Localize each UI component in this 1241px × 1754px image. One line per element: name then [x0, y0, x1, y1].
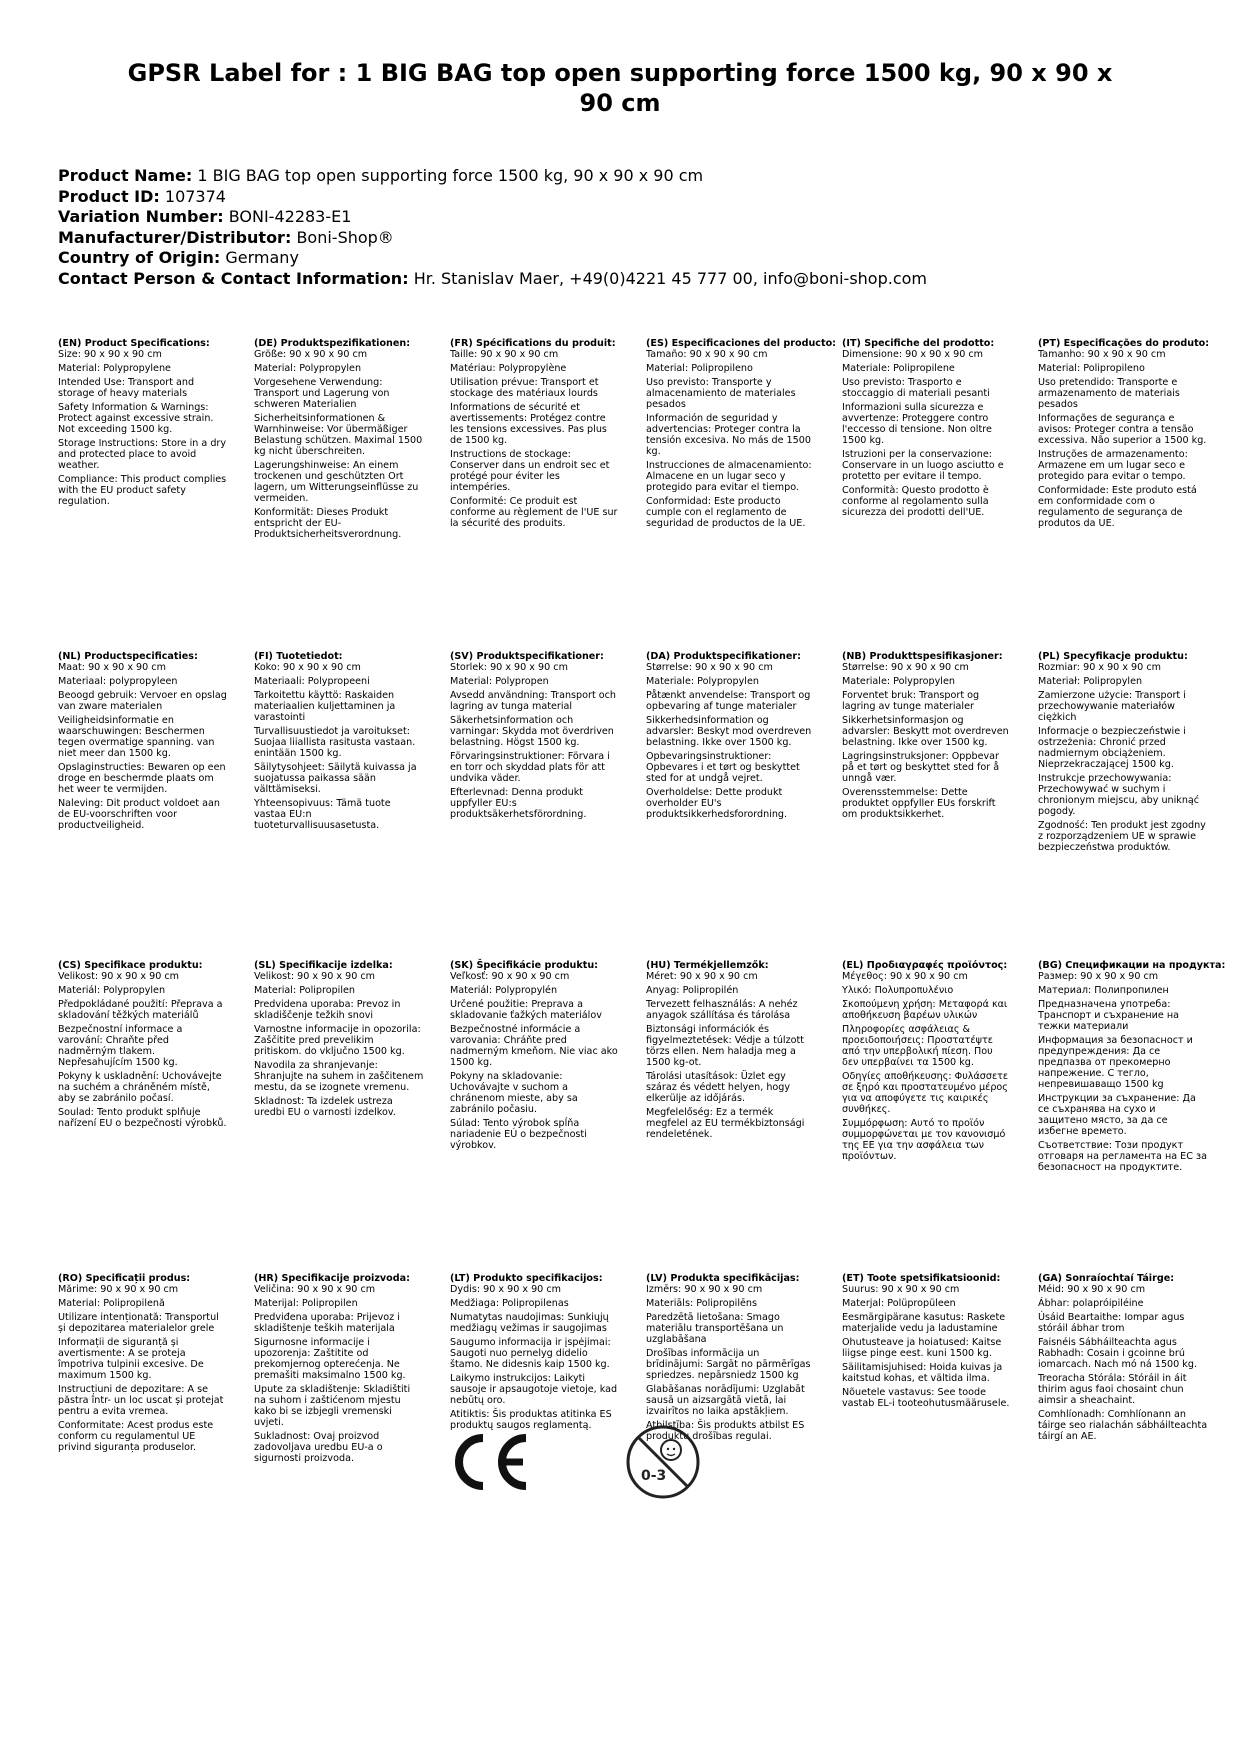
spec-section-heading: (NL) Productspecificaties:	[58, 651, 198, 662]
spec-section-body	[842, 349, 1012, 518]
spec-line: Conformitate: Acest produs este conform cu regulamentul UE privind siguranța produselor.	[58, 1420, 214, 1453]
spec-line: Säkerhetsinformation och varningar: Skydda mot överdriven belastning. Högst 1500 kg.	[450, 715, 614, 748]
spec-line: Tamanho: 90 x 90 x 90 cm	[1038, 349, 1166, 360]
spec-section-body	[1038, 662, 1208, 853]
spec-line: Konformität: Dieses Produkt entspricht der EU-Produktsicherheitsverordnung.	[254, 507, 402, 540]
country-of-origin-value: Germany	[225, 248, 299, 267]
manufacturer-label: Manufacturer/Distributor:	[58, 227, 292, 247]
spec-section-body	[254, 971, 424, 1118]
spec-line: Vorgesehene Verwendung: Transport und Lagerung von schweren Materialien	[254, 377, 390, 410]
spec-line: Matériau: Polypropylène	[450, 363, 567, 374]
spec-line: Laikymo instrukcijos: Laikyti sausoje ir apsaugotoje vietoje, kad nebūtų oro.	[450, 1373, 618, 1406]
spec-line: Veličina: 90 x 90 x 90 cm	[254, 1284, 376, 1295]
spec-line: Størrelse: 90 x 90 x 90 cm	[842, 662, 969, 673]
spec-line: Velikost: 90 x 90 x 90 cm	[58, 971, 180, 982]
spec-line: Atitiktis: Šis produktas atitinka ES produktų saugos reglamentą.	[450, 1409, 612, 1431]
spec-line: Izmērs: 90 x 90 x 90 cm	[646, 1284, 763, 1295]
spec-line: Dimensione: 90 x 90 x 90 cm	[842, 349, 984, 360]
spec-line: Størrelse: 90 x 90 x 90 cm	[646, 662, 773, 673]
spec-line: Navodila za shranjevanje: Shranjujte na suhem in zaščitenem mestu, da se izognete vremenu.	[254, 1060, 424, 1093]
spec-line: Instrukcje przechowywania: Przechowywać w suchym i chronionym miejscu, aby uniknąć pogody.	[1038, 773, 1200, 817]
spec-section-heading: (GA) Sonraíochtaí Táirge:	[1038, 1273, 1175, 1284]
spec-line: Soulad: Tento produkt splňuje nařízení EU o bezpečnosti výrobků.	[58, 1107, 227, 1129]
spec-section-heading: (PT) Especificações do produto:	[1038, 338, 1210, 349]
product-name-row	[58, 166, 1198, 187]
spec-line: Conformidad: Este producto cumple con el reglamento de seguridad de productos de la UE.	[646, 496, 806, 529]
spec-section	[646, 651, 816, 823]
spec-section-body	[58, 662, 228, 831]
spec-line: Faisnéis Sábháilteachta agus Rabhadh: Cosain i gcoinne brú iomarcach. Nach mó ná 1500 kg.	[1038, 1337, 1197, 1370]
spec-section-heading: (EN) Product Specifications:	[58, 338, 210, 349]
spec-line: Materiał: Polipropylen	[1038, 676, 1143, 687]
spec-line: Größe: 90 x 90 x 90 cm	[254, 349, 368, 360]
spec-line: Información de seguridad y advertencias: Proteger contra la tensión excesiva. No más de 1500 kg.	[646, 413, 811, 457]
spec-row	[58, 338, 1238, 651]
spec-line: Bezpečnostní informace a varování: Chraňte před nadměrným tlakem. Nepřesahujícím 1500 kg.	[58, 1024, 183, 1068]
spec-line: Storlek: 90 x 90 x 90 cm	[450, 662, 568, 673]
spec-line: Dydis: 90 x 90 x 90 cm	[450, 1284, 561, 1295]
spec-section-body	[450, 971, 620, 1151]
spec-line: Skladnost: Ta izdelek ustreza uredbi EU o varnosti izdelkov.	[254, 1096, 396, 1118]
spec-section-heading: (DE) Produktspezifikationen:	[254, 338, 411, 349]
product-id-label: Product ID:	[58, 186, 160, 206]
spec-section-body	[646, 971, 816, 1140]
variation-number-label: Variation Number:	[58, 207, 224, 226]
spec-line: Sigurnosne informacije i upozorenja: Zaštitite od prekomjernog opterećenja. Ne premašiti maksimalno 1500 kg.	[254, 1337, 406, 1381]
spec-line: Comhlíonadh: Comhlíonann an táirge seo rialachán sábháilteachta táirgí an AE.	[1038, 1409, 1208, 1442]
spec-line: Varnostne informacije in opozorila: Zaščitite pred prevelikim pritiskom. do vključno 1500 kg.	[254, 1024, 421, 1057]
compliance-marks	[0, 1432, 1241, 1542]
spec-line: Material: Polypropylene	[58, 363, 171, 374]
spec-line: Maat: 90 x 90 x 90 cm	[58, 662, 166, 673]
spec-section-heading: (HU) Termékjellemzők:	[646, 960, 769, 971]
spec-line: Megfelelőség: Ez a termék megfelel az EU termékbiztonsági rendeletének.	[646, 1107, 805, 1140]
spec-line: Förvaringsinstruktioner: Förvara i en torr och skyddad plats för att undvika väder.	[450, 751, 610, 784]
spec-line: Lagerungshinweise: An einem trockenen und geschützten Ort lagern, um Witterungseinflüsse zu vermeiden.	[254, 460, 419, 504]
spec-line: Informations de sécurité et avertissements: Protégez contre les tensions excessives. Pas plus de 1500 kg.	[450, 402, 607, 446]
spec-line: Sikkerhetsinformasjon og advarsler: Beskytt mot overdreven belastning. Ikke over 1500 kg.	[842, 715, 1009, 748]
spec-section	[842, 338, 1012, 521]
spec-line: Uso pretendido: Transporte e armazenamento de materiais pesados	[1038, 377, 1180, 410]
spec-section-body	[1038, 349, 1208, 529]
spec-line: Naleving: Dit product voldoet aan de EU-voorschriften voor productveiligheid.	[58, 798, 220, 831]
spec-section	[646, 1273, 816, 1445]
spec-section	[450, 1273, 620, 1434]
spec-line: Material: Polipropilen	[254, 985, 355, 996]
spec-line: Bezpečnostné informácie a varovania: Chráňte pred nadmerným kmeňom. Nie viac ako 1500 kg.	[450, 1024, 618, 1068]
age-range-text: 0-3	[641, 1468, 667, 1484]
spec-section-heading: (FI) Tuotetiedot:	[254, 651, 343, 662]
spec-line: Uso previsto: Transporte y almacenamiento de materiales pesados	[646, 377, 796, 410]
spec-section	[58, 651, 228, 834]
spec-section	[58, 1273, 228, 1456]
manufacturer-row	[58, 228, 1198, 249]
spec-line: Předpokládané použití: Přeprava a skladování těžkých materiálů	[58, 999, 223, 1021]
spec-line: Intended Use: Transport and storage of heavy materials	[58, 377, 195, 399]
spec-line: Mărime: 90 x 90 x 90 cm	[58, 1284, 179, 1295]
spec-line: Pokyny k uskladnění: Uchovávejte na suchém a chráněném místě, aby se zabránilo počasí.	[58, 1071, 222, 1104]
spec-line: Materiaal: polypropyleen	[58, 676, 178, 687]
spec-line: Instruções de armazenamento: Armazene em um lugar seco e protegido para evitar o tempo.	[1038, 449, 1188, 482]
spec-line: Размер: 90 x 90 x 90 cm	[1038, 971, 1159, 982]
contact-label: Contact Person & Contact Information:	[58, 268, 409, 288]
spec-section-heading: (EL) Προδιαγραφές προϊόντος:	[842, 960, 1008, 971]
spec-line: Informacje o bezpieczeństwie i ostrzeżenia: Chronić przed nadmiernym obciążeniem. Nieprzekraczającej 1500 kg.	[1038, 726, 1186, 770]
spec-line: Súlad: Tento výrobok spĺňa nariadenie EÚ o bezpečnosti výrobkov.	[450, 1118, 587, 1151]
spec-line: Veľkosť: 90 x 90 x 90 cm	[450, 971, 570, 982]
spec-line: Predviđena uporaba: Prijevoz i skladištenje teških materijala	[254, 1312, 400, 1334]
spec-line: Материал: Полипропилен	[1038, 985, 1169, 996]
spec-line: Инструкции за съхранение: Да се съхранява на сухо и защитено място, за да се избегне времето.	[1038, 1093, 1196, 1137]
spec-line: Materiale: Polipropilene	[842, 363, 955, 374]
spec-section-body	[646, 662, 816, 820]
spec-section	[450, 960, 620, 1154]
spec-line: Saugumo informacija ir įspėjimai: Saugoti nuo pernelyg didelio štamo. Ne didesnis kaip 1500 kg.	[450, 1337, 611, 1370]
spec-line: Materjal: Polüpropüleen	[842, 1298, 956, 1309]
spec-section-heading: (DA) Produktspecifikationer:	[646, 651, 801, 662]
spec-line: Glabāšanas norādījumi: Uzglabāt sausā un aizsargātā vietā, lai izvairītos no laika apstākļiem.	[646, 1384, 805, 1417]
product-id-row	[58, 187, 1198, 208]
spec-section-body	[646, 349, 816, 529]
spec-section	[646, 338, 837, 532]
spec-line: Sicherheitsinformationen & Warnhinweise: Vor übermäßiger Belastung schützen. Maximal 1500 kg nicht überschreiten.	[254, 413, 423, 457]
spec-line: Conformidade: Este produto está em conformidade com o regulamento de segurança de produtos da UE.	[1038, 485, 1197, 529]
manufacturer-value: Boni-Shop®	[296, 227, 394, 247]
spec-line: Οδηγίες αποθήκευσης: Φυλάσσετε σε ξηρό και προστατευμένο μέρος για να αποφύγετε τις καιρικές συνθήκες.	[842, 1071, 1009, 1115]
spec-line: Uso previsto: Trasporto e stoccaggio di materiali pesanti	[842, 377, 990, 399]
spec-line: Pokyny na skladovanie: Uchovávajte v suchom a chránenom mieste, aby sa zabránilo počasiu.	[450, 1071, 578, 1115]
spec-section-heading: (NB) Produkttspesifikasjoner:	[842, 651, 1003, 662]
spec-line: Avsedd användning: Transport och lagring av tunga material	[450, 690, 616, 712]
spec-line: Σκοπούμενη χρήση: Μεταφορά και αποθήκευση βαρέων υλικών	[842, 999, 1008, 1021]
spec-section-heading: (ES) Especificaciones del producto:	[646, 338, 837, 349]
spec-line: Sikkerhedsinformation og advarsler: Beskyt mod overdreven belastning. Ikke over 1500 kg.	[646, 715, 812, 748]
spec-line: Paredzētā lietošana: Smago materiālu transportēšana un uzglabāšana	[646, 1312, 784, 1345]
spec-section	[1038, 651, 1208, 856]
spec-line: Predvidena uporaba: Prevoz in skladiščenje težkih snovi	[254, 999, 401, 1021]
spec-section-heading: (LV) Produkta specifikācijas:	[646, 1273, 800, 1284]
spec-section	[1038, 1273, 1208, 1445]
spec-section-heading: (FR) Spécifications du produit:	[450, 338, 616, 349]
product-name-label: Product Name:	[58, 166, 193, 185]
spec-line: Предназначена употреба: Транспорт и съхранение на тежки материали	[1038, 999, 1180, 1032]
spec-section-heading: (BG) Спецификации на продукта:	[1038, 960, 1226, 971]
spec-line: Ohutusteave ja hoiatused: Kaitse liigse pinge eest. kuni 1500 kg.	[842, 1337, 1002, 1359]
spec-line: Opbevaringsinstruktioner: Opbevares i et tørt og beskyttet sted for at undgå vejret.	[646, 751, 800, 784]
spec-line: Påtænkt anvendelse: Transport og opbevaring af tunge materialer	[646, 690, 811, 712]
spec-line: Instrucțiuni de depozitare: A se păstra într- un loc uscat și protejat pentru a evita vremea.	[58, 1384, 224, 1417]
product-info	[58, 166, 1198, 289]
spec-section-heading: (IT) Specifiche del prodotto:	[842, 338, 995, 349]
spec-line: Tarkoitettu käyttö: Raskaiden materiaalien kuljettaminen ja varastointi	[254, 690, 396, 723]
spec-section	[646, 960, 816, 1143]
spec-line: Säilitamisjuhised: Hoida kuivas ja kaitstud kohas, et vältida ilma.	[842, 1362, 1003, 1384]
spec-line: Opslaginstructies: Bewaren op een droge en beschermde plaats om het weer te vermijden.	[58, 762, 226, 795]
spec-line: Materiale: Polypropylen	[646, 676, 759, 687]
spec-line: Materiāls: Polipropilēns	[646, 1298, 757, 1309]
spec-section	[58, 960, 228, 1132]
spec-line: Turvallisuustiedot ja varoitukset: Suojaa liiallista rasitusta vastaan. enintään 1500 kg.	[254, 726, 416, 759]
spec-line: Overholdelse: Dette produkt overholder EU's produktsikkerhedsforordning.	[646, 787, 788, 820]
spec-line: Koko: 90 x 90 x 90 cm	[254, 662, 361, 673]
spec-line: Materiál: Polypropylén	[450, 985, 558, 996]
spec-section-body	[450, 349, 620, 529]
country-of-origin-label: Country of Origin:	[58, 248, 221, 267]
spec-line: Overensstemmelse: Dette produktet oppfyller EUs forskrift om produktsikkerhet.	[842, 787, 996, 820]
spec-line: Πληροφορίες ασφάλειας & προειδοποιήσεις: Προστατέψτε από την υπερβολική πίεση. Που δεν υπερβαίνει τα 1500 kg.	[842, 1024, 993, 1068]
product-id-value: 107374	[164, 186, 226, 206]
country-of-origin-row	[58, 248, 1198, 269]
spec-line: Atbilstība: Šis produkts atbilst ES produktu drošības regulai.	[646, 1420, 805, 1442]
spec-section-heading: (RO) Specificații produs:	[58, 1273, 191, 1284]
spec-section-body	[1038, 1284, 1208, 1442]
spec-section-heading: (SK) Špecifikácie produktu:	[450, 960, 599, 971]
spec-line: Rozmiar: 90 x 90 x 90 cm	[1038, 662, 1161, 673]
spec-line: Compliance: This product complies with the EU product safety regulation.	[58, 474, 227, 507]
spec-line: Zgodność: Ten produkt jest zgodny z rozporządzeniem UE w sprawie bezpieczeństwa produktów.	[1038, 820, 1206, 853]
spec-section-body	[450, 662, 620, 820]
spec-section-heading: (SL) Specifikacije izdelka:	[254, 960, 393, 971]
spec-section-heading: (CS) Specifikace produktu:	[58, 960, 203, 971]
spec-line: Materiale: Polypropylen	[842, 676, 955, 687]
language-specifications	[58, 338, 1238, 1573]
spec-line: Conformité: Ce produit est conforme au règlement de l'UE sur la sécurité des produits.	[450, 496, 618, 529]
spec-line: Информация за безопасност и предупреждения: Да се предпазва от прекомерно напрежение. С тегло, непревишаващо 1500 kg	[1038, 1035, 1193, 1090]
spec-line: Tervezett felhasználás: A nehéz anyagok szállítása és tárolása	[646, 999, 798, 1021]
spec-section-body	[1038, 971, 1208, 1173]
spec-section	[842, 1273, 1012, 1412]
spec-section-heading: (ET) Toote spetsifikatsioonid:	[842, 1273, 1001, 1284]
spec-line: Numatytas naudojimas: Sunkiųjų medžiagų vežimas ir saugojimas	[450, 1312, 609, 1334]
spec-line: Nõuetele vastavus: See toode vastab EL-i tooteohutusmäärusele.	[842, 1387, 1010, 1409]
spec-section	[842, 960, 1012, 1165]
spec-line: Biztonsági információk és figyelmeztetések: Védje a túlzott törzs ellen. Nem haladja meg a 1500 kg-ot.	[646, 1024, 805, 1068]
contact-row	[58, 269, 1198, 290]
spec-section-body	[254, 662, 424, 831]
spec-line: Lagringsinstruksjoner: Oppbevar på et tørt og beskyttet sted for å unngå vær.	[842, 751, 1000, 784]
spec-line: Beoogd gebruik: Vervoer en opslag van zware materialen	[58, 690, 227, 712]
spec-line: Méret: 90 x 90 x 90 cm	[646, 971, 758, 982]
spec-section-heading: (SV) Produktspecifikationer:	[450, 651, 604, 662]
spec-line: Säilytysohjeet: Säilytä kuivassa ja suojatussa paikassa sään välttämiseksi.	[254, 762, 417, 795]
spec-line: Materiál: Polypropylen	[58, 985, 166, 996]
spec-section	[1038, 960, 1226, 1176]
spec-line: Istruzioni per la conservazione: Conservare in un luogo asciutto e protetto per evitare il tempo.	[842, 449, 1004, 482]
spec-line: Zamierzone użycie: Transport i przechowywanie materiałów ciężkich	[1038, 690, 1186, 723]
spec-line: Veiligheidsinformatie en waarschuwingen: Beschermen tegen overmatige spanning. van niet meer dan 1500 kg.	[58, 715, 215, 759]
spec-line: Eesmärgipärane kasutus: Raskete materjalide vedu ja ladustamine	[842, 1312, 1006, 1334]
spec-line: Material: Polipropilenă	[58, 1298, 165, 1309]
spec-section	[450, 338, 620, 532]
spec-line: Μέγεθος: 90 x 90 x 90 cm	[842, 971, 968, 982]
spec-line: Suurus: 90 x 90 x 90 cm	[842, 1284, 960, 1295]
spec-section-body	[646, 1284, 816, 1442]
spec-line: Treoracha Stórála: Stóráil in áit thirim agus faoi chosaint chun aimsir a sheachaint.	[1038, 1373, 1187, 1406]
spec-line: Taille: 90 x 90 x 90 cm	[450, 349, 559, 360]
contact-value: Hr. Stanislav Maer, +49(0)4221 45 777 00, info@boni-shop.com	[413, 268, 927, 288]
product-name-value: 1 BIG BAG top open supporting force 1500 kg, 90 x 90 x 90 cm	[197, 166, 704, 185]
spec-section-heading: (PL) Specyfikacje produktu:	[1038, 651, 1188, 662]
spec-section	[254, 338, 424, 543]
spec-line: Informações de segurança e avisos: Proteger contra a tensão excessiva. Não superior a 1500 kg.	[1038, 413, 1207, 446]
spec-line: Storage Instructions: Store in a dry and protected place to avoid weather.	[58, 438, 227, 471]
spec-line: Velikost: 90 x 90 x 90 cm	[254, 971, 376, 982]
spec-line: Conformità: Questo prodotto è conforme al regolamento sulla sicurezza dei prodotti dell'UE.	[842, 485, 989, 518]
spec-line: Material: Polipropileno	[646, 363, 753, 374]
spec-line: Méid: 90 x 90 x 90 cm	[1038, 1284, 1146, 1295]
spec-line: Medžiaga: Polipropilenas	[450, 1298, 569, 1309]
spec-line: Forventet bruk: Transport og lagring av tunge materialer	[842, 690, 980, 712]
spec-section-body	[450, 1284, 620, 1431]
spec-line: Informații de siguranță și avertismente: A se proteja împotriva tulpinii excesive. De maximum 1500 kg.	[58, 1337, 204, 1381]
spec-section-heading: (LT) Produkto specifikacijos:	[450, 1273, 603, 1284]
spec-line: Safety Information & Warnings: Protect against excessive strain. Not exceeding 1500 kg.	[58, 402, 214, 435]
spec-line: Instrucciones de almacenamiento: Almacene en un lugar seco y protegido para evitar el tiempo.	[646, 460, 812, 493]
spec-line: Drošības informācija un brīdinājumi: Sargāt no pārmērīgas spriedzes. nepārsniedz 1500 kg	[646, 1348, 811, 1381]
spec-line: Συμμόρφωση: Αυτό το προϊόν συμμορφώνεται με τον κανονισμό της ΕΕ για την ασφάλεια των προϊόντων.	[842, 1118, 1006, 1162]
spec-line: Material: Polypropylen	[254, 363, 362, 374]
spec-line: Anyag: Polipropilén	[646, 985, 739, 996]
spec-section-body	[842, 662, 1012, 820]
spec-section	[254, 960, 424, 1121]
spec-line: Sukladnost: Ovaj proizvod zadovoljava uredbu EU-a o sigurnosti proizvoda.	[254, 1431, 383, 1464]
spec-section	[842, 651, 1012, 823]
spec-line: Yhteensopivuus: Tämä tuote vastaa EU:n tuoteturvallisuusasetusta.	[254, 798, 391, 831]
spec-row	[58, 651, 1238, 960]
spec-line: Ábhar: polapróipiléine	[1038, 1298, 1144, 1309]
spec-line: Určené použitie: Preprava a skladovanie ťažkých materiálov	[450, 999, 602, 1021]
spec-section-body	[842, 971, 1012, 1162]
spec-section	[1038, 338, 1208, 532]
spec-section	[254, 651, 424, 834]
spec-line: Съответствие: Този продукт отговаря на регламента на ЕС за безопасност на продуктите.	[1038, 1140, 1207, 1173]
spec-section	[450, 651, 620, 823]
spec-section-heading: (HR) Specifikacije proizvoda:	[254, 1273, 410, 1284]
not-for-children-0-3-icon	[623, 1422, 703, 1502]
spec-section-body	[254, 349, 424, 540]
spec-line: Instructions de stockage: Conserver dans un endroit sec et protégé pour éviter les intempéries.	[450, 449, 610, 493]
spec-line: Efterlevnad: Denna produkt uppfyller EU:s produktsäkerhetsförordning.	[450, 787, 587, 820]
spec-line: Informazioni sulla sicurezza e avvertenze: Proteggere contro l'eccesso di tensione. Non oltre 1500 kg.	[842, 402, 992, 446]
spec-line: Upute za skladištenje: Skladištiti na suhom i zaštićenom mjestu kako bi se izbjegli vremenski uvjeti.	[254, 1384, 411, 1428]
spec-line: Υλικό: Πολυπροπυλένιο	[842, 985, 954, 996]
spec-line: Materijal: Polipropilen	[254, 1298, 358, 1309]
spec-line: Tárolási utasítások: Üzlet egy száraz és védett helyen, hogy elkerülje az időjárás.	[646, 1071, 791, 1104]
ce-mark-icon	[450, 1432, 532, 1492]
page-title: GPSR Label for : 1 BIG BAG top open supporting force 1500 kg, 90 x 90 x 90 cm	[127, 59, 1113, 117]
spec-line: Material: Polypropen	[450, 676, 549, 687]
variation-number-value: BONI-42283-E1	[228, 207, 352, 226]
spec-section-body	[842, 1284, 1012, 1409]
spec-row	[58, 960, 1238, 1273]
spec-section	[58, 338, 228, 510]
spec-section-body	[58, 349, 228, 507]
spec-line: Material: Polipropileno	[1038, 363, 1145, 374]
spec-line: Tamaño: 90 x 90 x 90 cm	[646, 349, 768, 360]
spec-line: Materiaali: Polypropeeni	[254, 676, 370, 687]
spec-line: Utilisation prévue: Transport et stockage des matériaux lourds	[450, 377, 599, 399]
spec-section-body	[58, 971, 228, 1129]
variation-number-row	[58, 207, 1198, 228]
spec-section-body	[58, 1284, 228, 1453]
spec-line: Utilizare intenționată: Transportul și depozitarea materialelor grele	[58, 1312, 219, 1334]
spec-line: Size: 90 x 90 x 90 cm	[58, 349, 162, 360]
spec-line: Úsáid Beartaithe: Iompar agus stóráil ábhar trom	[1038, 1312, 1185, 1334]
